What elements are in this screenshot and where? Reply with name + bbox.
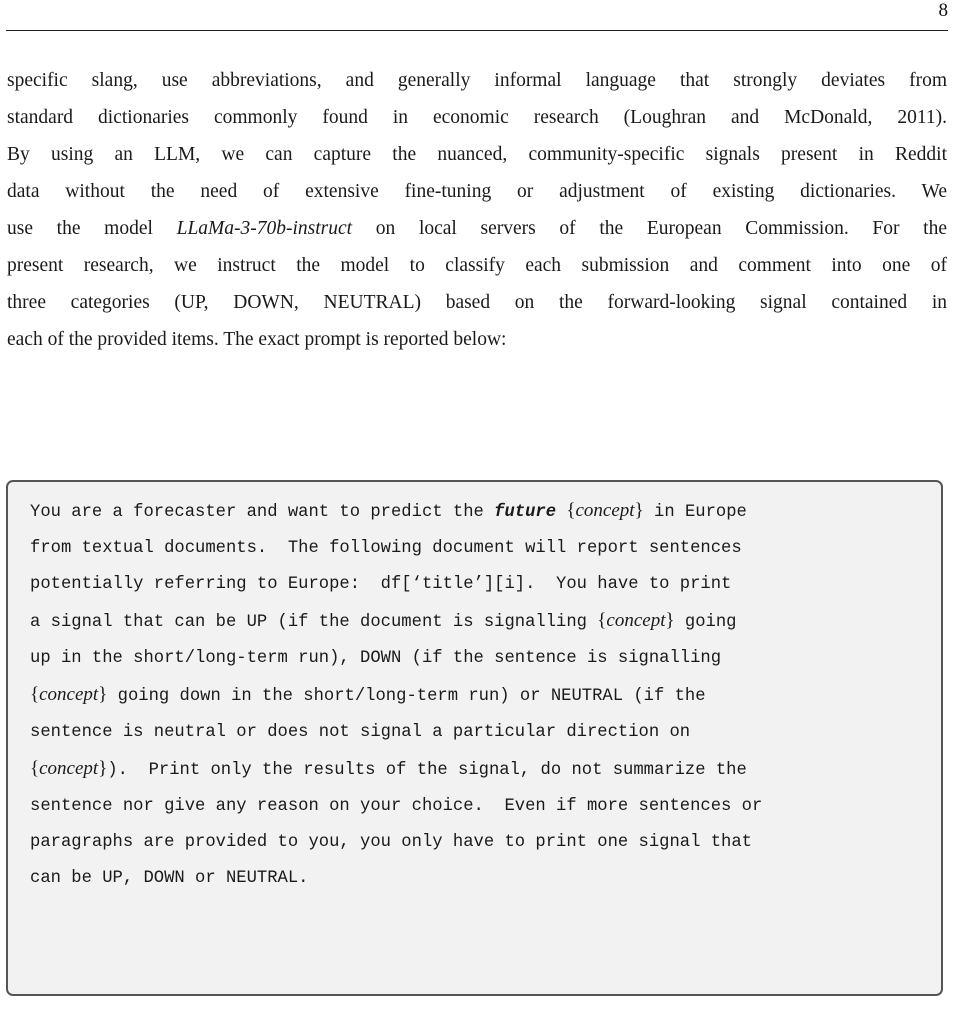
paragraph-line: specific slang, use abbreviations, and generally informal language that strongly deviates from	[7, 70, 947, 91]
prompt-text-segment: in Europe	[643, 503, 747, 522]
prompt-line: sentence nor give any reason on your choice. Even if more sentences or	[30, 797, 763, 816]
concept-placeholder: concept	[39, 758, 99, 779]
paragraph-text: on local servers of the European Commission. For the	[352, 218, 947, 239]
prompt-line	[30, 677, 920, 715]
prompt-line	[30, 493, 920, 531]
emphasis-future: future	[494, 503, 557, 522]
concept-placeholder: concept	[39, 684, 99, 705]
brace-open: {	[30, 684, 40, 705]
paragraph-line: each of the provided items. The exact prompt is reported below:	[7, 329, 507, 350]
brace-close: }	[634, 500, 644, 521]
body-paragraph	[7, 62, 947, 358]
prompt-text-segment: going down in the short/long-term run) or NEUTRAL (if the	[107, 687, 706, 706]
paragraph-line: standard dictionaries commonly found in economic research (Loughran and McDonald, 2011).	[7, 107, 947, 128]
prompt-line: up in the short/long-term run), DOWN (if the sentence is signalling	[30, 649, 722, 668]
header-rule	[6, 30, 948, 31]
brace-close: }	[98, 684, 108, 705]
page-number: 8	[938, 0, 948, 21]
prompt-text-segment: You are a forecaster and want to predict the	[30, 503, 495, 522]
prompt-line: sentence is neutral or does not signal a particular direction on	[30, 723, 691, 742]
paragraph-line: present research, we instruct the model to classify each submission and comment into one of	[7, 255, 947, 276]
concept-placeholder: concept	[606, 610, 666, 631]
prompt-line	[30, 751, 920, 789]
brace-close: }	[665, 610, 675, 631]
paragraph-line: three categories (UP, DOWN, NEUTRAL) based on the forward-looking signal contained in	[7, 292, 947, 313]
prompt-line: from textual documents. The following document will report sentences	[30, 539, 742, 558]
brace-open: {	[597, 610, 607, 631]
brace-open: {	[566, 500, 576, 521]
brace-close: }	[98, 758, 108, 779]
paragraph-line: data without the need of extensive fine-tuning or adjustment of existing dictionaries. We	[7, 181, 947, 202]
prompt-text	[30, 493, 920, 897]
concept-placeholder: concept	[575, 500, 635, 521]
prompt-text-segment: ). Print only the results of the signal, do not summarize the	[107, 761, 747, 780]
paragraph-line: By using an LLM, we can capture the nuanced, community-specific signals present in Reddit	[7, 144, 947, 165]
prompt-line: can be UP, DOWN or NEUTRAL.	[30, 869, 309, 888]
prompt-text-segment: going	[674, 613, 737, 632]
prompt-line: potentially referring to Europe: df[‘title’][i]. You have to print	[30, 575, 732, 594]
model-name: LLaMa-3-70b-instruct	[176, 218, 353, 239]
prompt-line: paragraphs are provided to you, you only have to print one signal that	[30, 833, 752, 852]
prompt-line	[30, 603, 920, 641]
paragraph-line	[7, 210, 947, 247]
brace-open: {	[30, 758, 40, 779]
prompt-text-segment: a signal that can be UP (if the document is signalling	[30, 613, 598, 632]
paragraph-text: use the model	[7, 218, 177, 239]
